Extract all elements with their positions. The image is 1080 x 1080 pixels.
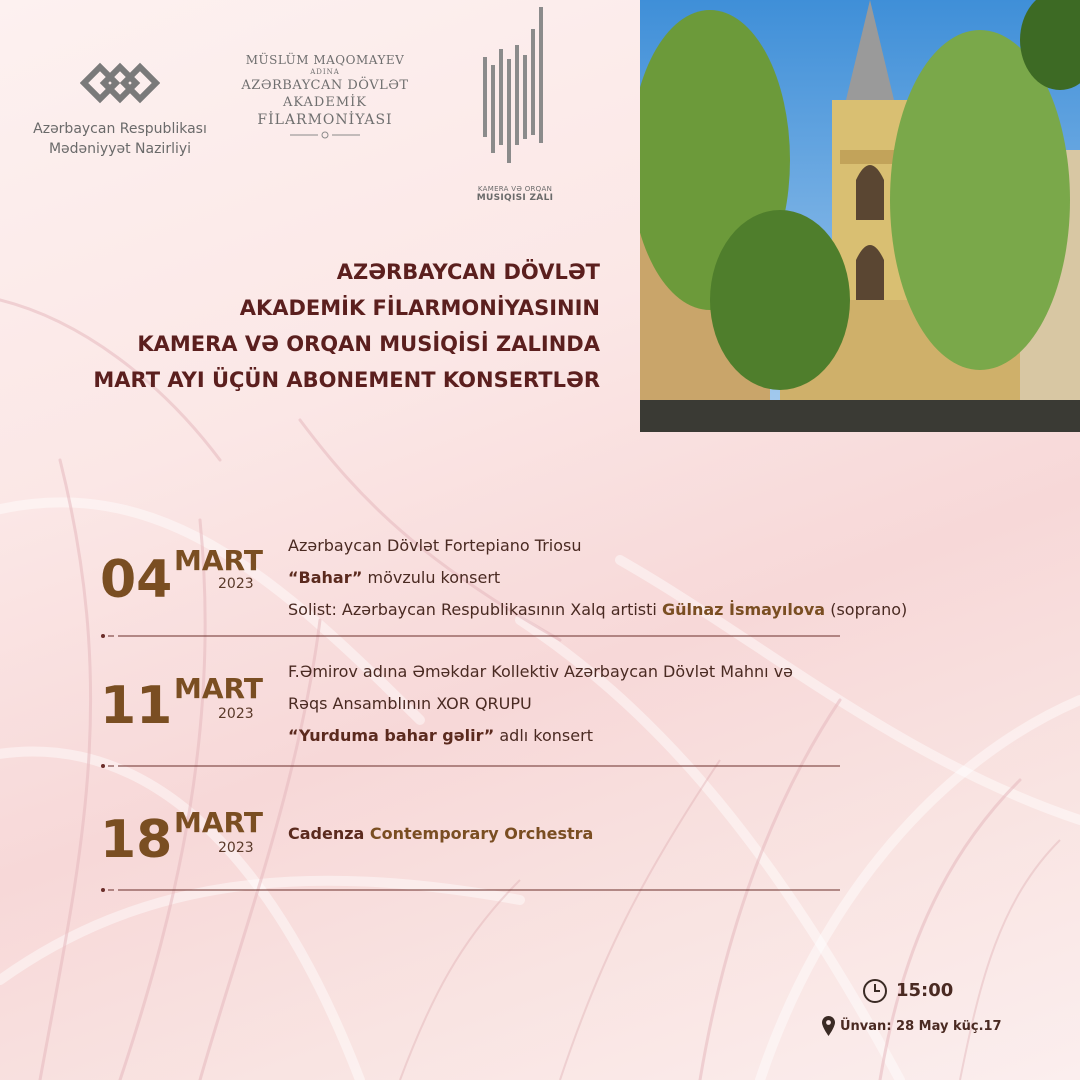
event-day: 18 <box>100 810 173 870</box>
ornament-icon <box>290 131 360 139</box>
event-description-line <box>288 594 988 626</box>
time-value: 15:00 <box>896 980 954 1001</box>
hall-name-line1: KAMERA VƏ ORQAN <box>477 185 553 193</box>
divider <box>100 886 840 894</box>
ministry-knot-icon <box>80 55 160 111</box>
event-theme: “Bahar” <box>288 568 363 587</box>
philharmonic-logo <box>240 52 410 141</box>
ministry-name-line1: Azərbaycan Respublikası <box>33 121 207 137</box>
divider <box>100 632 840 640</box>
soloist-name: Gülnaz İsmayılova <box>661 600 826 619</box>
location-pin-icon <box>822 1016 835 1036</box>
divider <box>100 762 840 770</box>
event-description <box>288 656 988 752</box>
clock-icon <box>862 978 888 1004</box>
headline-line4: MART AYI ÜÇÜN ABONEMENT KONSERTLƏR <box>93 368 600 392</box>
philharmonic-name-line4: AKADEMİK <box>282 95 368 110</box>
headline-line1: AZƏRBAYCAN DÖVLƏT <box>336 260 600 284</box>
ministry-name-line2: Mədəniyyət Nazirliyi <box>48 141 192 157</box>
event-month: MART <box>174 672 263 705</box>
soloist-prefix: Solist: Azərbaycan Respublikasının Xalq artisti <box>288 600 662 619</box>
philharmonic-name-line1: MÜSLÜM MAQOMAYEV <box>245 53 405 67</box>
event-description-line <box>288 818 988 850</box>
event-month: MART <box>174 544 263 577</box>
event-year: 2023 <box>218 706 254 722</box>
headline <box>80 254 600 398</box>
philharmonic-name-line3: AZƏRBAYCAN DÖVLƏT <box>241 78 409 93</box>
event-theme: “Yurduma bahar gəlir” <box>288 726 495 745</box>
philharmonic-name-line2: ADINA <box>310 68 340 76</box>
event-month: MART <box>174 806 263 839</box>
event-description <box>288 818 988 850</box>
address-value: Ünvan: 28 May küç.17 <box>840 1019 1002 1034</box>
hall-name-line2: MUSIQISI ZALI <box>476 193 554 203</box>
soloist-suffix: (soprano) <box>825 600 908 619</box>
event-day: 04 <box>100 550 173 610</box>
church-building-photo <box>640 0 1080 432</box>
organ-pipes-icon <box>475 5 555 165</box>
philharmonic-name-line5: FİLARMONİYASI <box>257 112 393 128</box>
event-description-line: Rəqs Ansamblının XOR QRUPU <box>288 694 532 713</box>
event-description-line: F.Əmirov adına Əməkdar Kollektiv Azərbaycan Dövlət Mahnı və <box>288 662 794 681</box>
event-theme-suffix: mövzulu konsert <box>362 568 501 587</box>
headline-line2: AKADEMİK FİLARMONİYASININ <box>239 296 600 320</box>
event-day: 11 <box>100 676 173 736</box>
event-description-line <box>288 720 988 752</box>
ministry-logo <box>20 55 220 159</box>
headline-line3: KAMERA VƏ ORQAN MUSİQİSİ ZALINDA <box>137 332 600 356</box>
event-year: 2023 <box>218 840 254 856</box>
event-year: 2023 <box>218 576 254 592</box>
event-description-line <box>288 562 988 594</box>
orchestra-name-bold: Cadenza <box>288 824 365 843</box>
orchestra-name-rest: Contemporary Orchestra <box>364 824 594 843</box>
event-description-line: Azərbaycan Dövlət Fortepiano Triosu <box>288 536 582 555</box>
event-description <box>288 530 988 626</box>
hall-logo <box>470 5 560 203</box>
event-theme-suffix: adlı konsert <box>494 726 593 745</box>
